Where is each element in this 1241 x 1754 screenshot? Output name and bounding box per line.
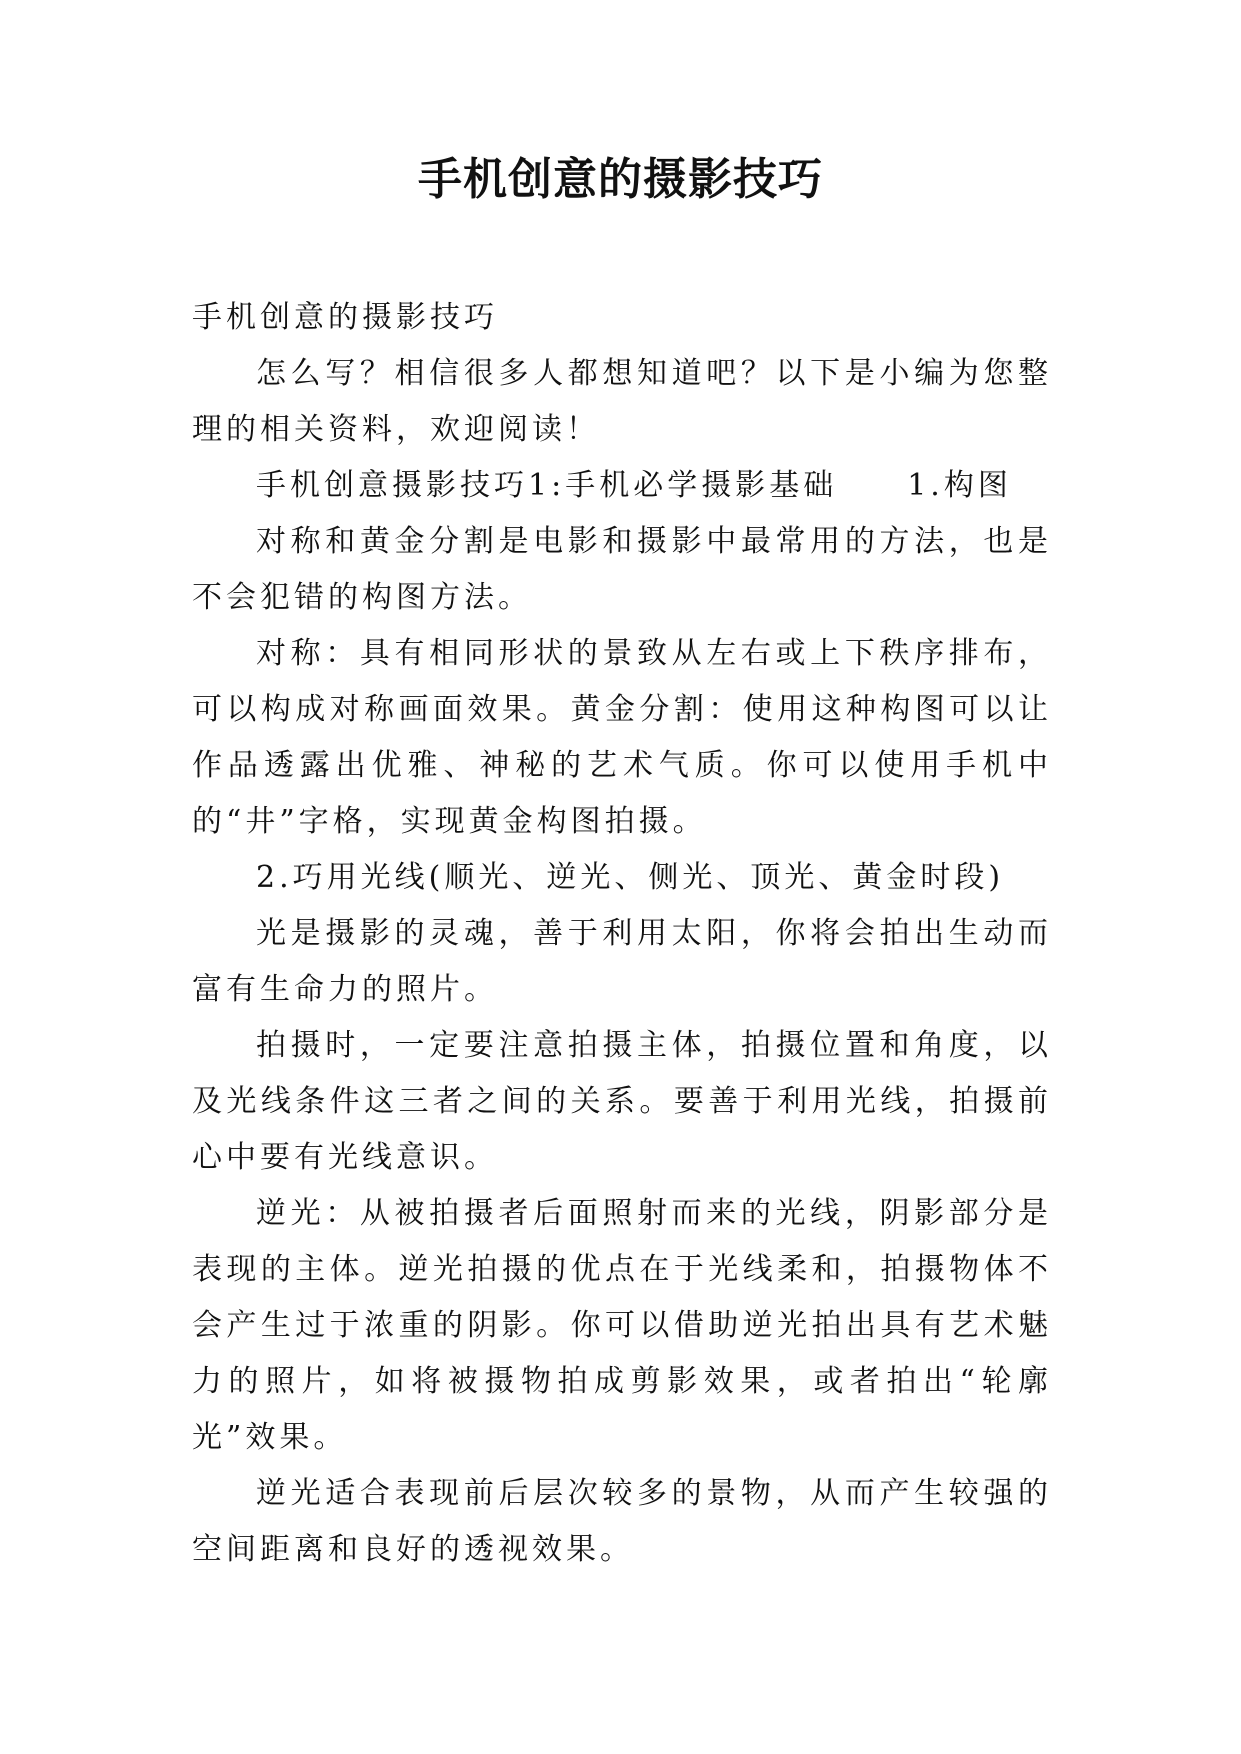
paragraph-shooting-notes: 拍摄时，一定要注意拍摄主体，拍摄位置和角度，以及光线条件这三者之间的关系。要善于利用光线，拍摄前心中要有光线意识。 <box>192 1028 1052 1175</box>
paragraph-intro: 怎么写？相信很多人都想知道吧？以下是小编为您整理的相关资料，欢迎阅读！ <box>192 356 1052 447</box>
section1-title: 手机创意摄影技巧1:手机必学摄影基础 <box>256 468 838 503</box>
document-title: 手机创意的摄影技巧 <box>418 154 823 205</box>
paragraph-backlight: 逆光：从被拍摄者后面照射而来的光线，阴影部分是表现的主体。逆光拍摄的优点在于光线柔和，拍摄物体不会产生过于浓重的阴影。你可以借助逆光拍出具有艺术魅力的照片，如将被摄物拍成剪影效果，或者拍出“轮廓光”效果。 <box>192 1196 1052 1455</box>
paragraph-symmetry-detail: 对称：具有相同形状的景致从左右或上下秩序排布，可以构成对称画面效果。黄金分割：使用这种构图可以让作品透露出优雅、神秘的艺术气质。你可以使用手机中的“井”字格，实现黄金构图拍摄。 <box>192 636 1052 839</box>
document-subtitle: 手机创意的摄影技巧 <box>192 300 498 335</box>
section-heading-line <box>192 458 1052 514</box>
paragraph-light-soul: 光是摄影的灵魂，善于利用太阳，你将会拍出生动而富有生命力的照片。 <box>192 916 1052 1007</box>
item2-title: 2.巧用光线(顺光、逆光、侧光、顶光、黄金时段) <box>256 860 1005 895</box>
section1-item1-title: 1.构图 <box>907 468 1012 503</box>
paragraph-symmetry-golden: 对称和黄金分割是电影和摄影中最常用的方法，也是不会犯错的构图方法。 <box>192 524 1052 615</box>
paragraph-backlight-layers: 逆光适合表现前后层次较多的景物，从而产生较强的空间距离和良好的透视效果。 <box>192 1476 1052 1567</box>
document-body <box>192 290 1052 1578</box>
